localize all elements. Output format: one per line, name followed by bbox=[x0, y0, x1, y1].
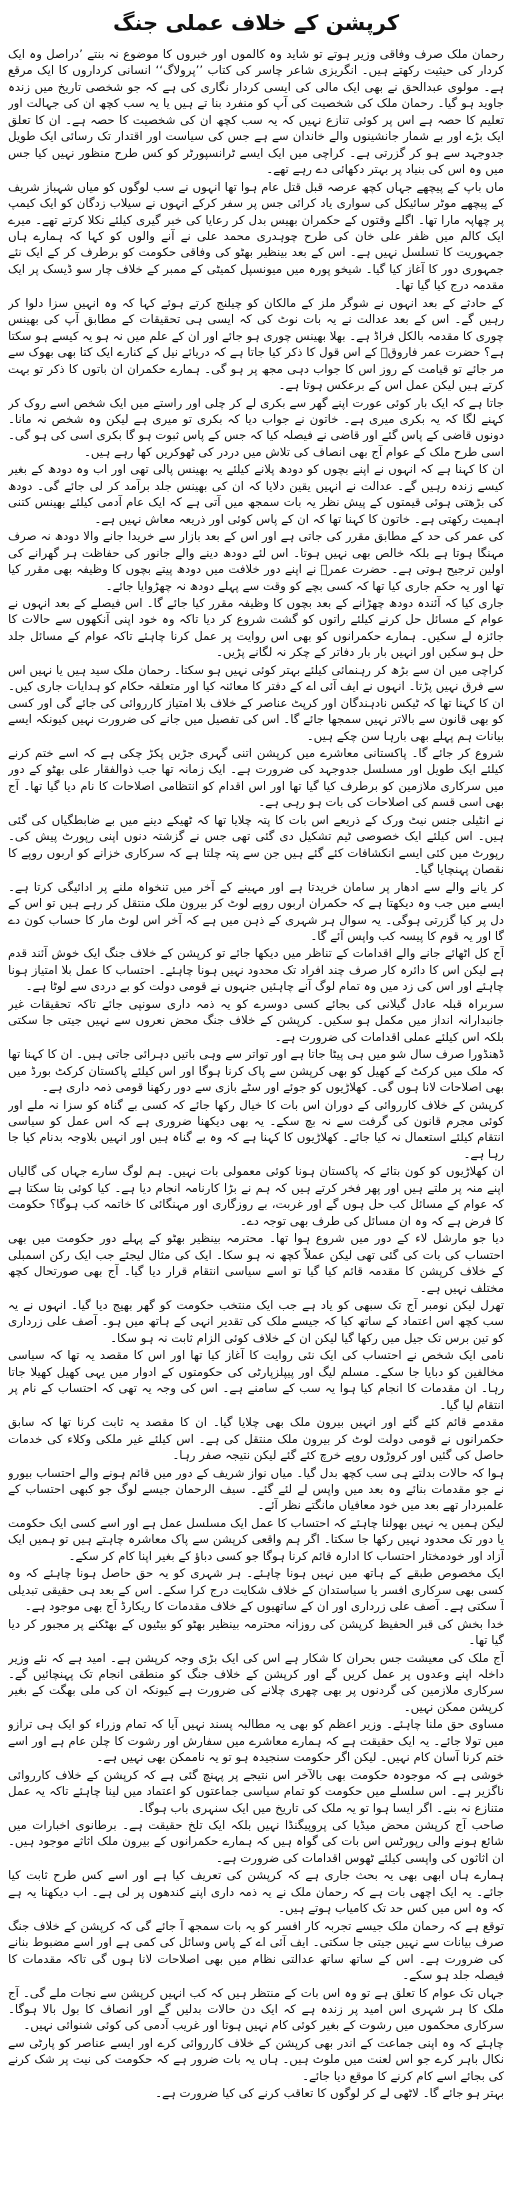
article-paragraph: چاہئے کہ وہ اپنی جماعت کے اندر بھی کرپشن کے خلاف کارروائی کرے اور ایسے عناصر کو پارٹی سے نکال باہر کرے جو اس لعنت میں ملوث ہیں۔ ہاں یہ بات ضرور ہے کہ حکومت کی نیت پر شک کرنے کی بجائے اسے کام کرنے کا موقع دیا جائے۔ bbox=[8, 2035, 504, 2083]
article-paragraph: خوشی ہے کہ موجودہ حکومت بھی بالآخر اس نتیجے پر پہنچ گئی ہے کہ کرپشن کے خلاف کارروائی ناگزیر ہے۔ اس سلسلے میں حکومت کو تمام سیاسی جماعتوں کو اعتماد میں لینا چاہئے تاکہ یہ عمل متنازع نہ بنے۔ اگر ایسا ہوا تو یہ ملک کی تاریخ میں ایک سنہری باب ہوگا۔ bbox=[8, 1767, 504, 1815]
article-paragraph: جاری کیا کہ آئندہ دودھ چھڑانے کے بعد بچوں کا وظیفہ مقرر کیا جائے گا۔ اس فیصلے کے بعد انہوں نے عوام کے مسائل حل کرنے کیلئے راتوں کو گشت شروع کر دیا تاکہ وہ خود اپنی آنکھوں سے حالات کا جائزہ لے سکیں۔ ہمارے حکمرانوں کو بھی اس روایت پر عمل کرنا چاہئے تاکہ عوام کے مسائل جلد حل ہو سکیں اور انہیں بار بار دفاتر کے چکر نہ لگانے پڑیں۔ bbox=[8, 595, 504, 660]
article-paragraph: شروع کر جائے گا۔ پاکستانی معاشرے میں کرپشن اتنی گہری جڑیں پکڑ چکی ہے کہ اسے ختم کرنے کیلئے ایک طویل اور مسلسل جدوجہد کی ضرورت ہے۔ ایک زمانہ تھا جب ذوالفقار علی بھٹو کے دور میں سرکاری ملازمین کو برطرف کیا گیا تھا اور اس اقدام کو انتظامی اصلاحات کا نام دیا گیا تھا۔ آج بھی اسی قسم کی اصلاحات کی بات ہو رہی ہے۔ bbox=[8, 746, 504, 810]
article-paragraph: جاتا ہے کہ ایک بار کوئی عورت اپنے گھر سے بکری لے کر چلی اور راستے میں ایک شخص اسے روک کر کہنے لگا کہ یہ بکری میری ہے۔ خاتون نے جواب دیا کہ بکری تو میری ہے لیکن وہ شخص نہ مانا۔ دونوں قاضی کے پاس گئے اور قاضی نے فیصلہ کیا کہ جس کے پاس ثبوت ہو گا بکری اسی کی ہو گی۔ اسی طرح ملک کے عوام آج بھی انصاف کی تلاش میں دردر کی ٹھوکریں کھا رہے ہیں۔ bbox=[8, 395, 504, 459]
article-paragraph: نامی ایک شخص نے احتساب کی ایک نئی روایت کا آغاز کیا تھا اور اس کا مقصد یہ تھا کہ سیاسی مخالفین کو دبایا جا سکے۔ مسلم لیگ اور پیپلزپارٹی کی حکومتوں کے ادوار میں یہی کھیل کھیلا جاتا رہا۔ ان مقدمات کا انجام کیا ہوا یہ سب کے سامنے ہے۔ اس کی وجہ یہ تھی کہ احتساب کے نام پر انتقام لیا گیا۔ bbox=[8, 1348, 504, 1412]
article-paragraph: کے حادثے کے بعد انہوں نے شوگر ملز کے مالکان کو چیلنج کرتے ہوئے کہا کہ وہ انہیں سزا دلوا کر رہیں گے۔ اس کے بعد عدالت نے یہ بات نوٹ کی کہ ایسی ہی تحقیقات کے مطابق آپ کی بھینس چوری کا مقدمہ بالکل فراڈ ہے۔ بھلا بھینس چوری ہو جائے اور ان کے علم میں نہ ہو یہ کیسے ہو سکتا ہے؟ حضرت عمر فاروقؓ کے اس قول کا ذکر کیا جاتا ہے کہ دریائے نیل کے کنارے ایک کتا بھی بھوک سے مر جائے تو قیامت کے روز اس کا جواب دہی مجھ پر ہو گی۔ ہمارے حکمران ان باتوں کا ذکر تو بہت کرتے ہیں لیکن عمل اس کے برعکس ہوتا ہے۔ bbox=[8, 295, 504, 393]
article-paragraph: کر یانے والے سے ادھار پر سامان خریدتا ہے اور مہینے کے آخر میں تنخواہ ملنے پر ادائیگی کرتا ہے۔ ایسے میں جب وہ دیکھتا ہے کہ حکمران اربوں روپے لوٹ کر بیرون ملک منتقل کر رہے ہیں تو اس کے دل پر کیا گزرتی ہوگی۔ یہ سوال ہر شہری کے ذہن میں ہے کہ آخر اس لوٹ مار کا حساب کون دے گا اور یہ قوم کا پیسہ کب واپس آئے گا۔ bbox=[8, 879, 504, 944]
article-paragraph: بہتر ہو جائے گا۔ لاٹھی لے کر لوگوں کا تعاقب کرنے کی کیا ضرورت ہے۔ bbox=[155, 2086, 504, 2101]
article-paragraph: ہوا کہ حالات بدلتے ہی سب کچھ بدل گیا۔ میاں نواز شریف کے دور میں قائم ہونے والے احتساب بیورو نے جو مقدمات بنائے وہ بعد میں واپس لے لئے گئے۔ سیف الرحمان جیسے لوگ جو کبھی احتساب کے علمبردار تھے بعد میں خود معافیاں مانگتے نظر آئے۔ bbox=[8, 1465, 504, 1513]
article-paragraph: تھرل لیکن نومبر آج تک سبھی کو یاد ہے جب ایک منتخب حکومت کو گھر بھیج دیا گیا۔ انہوں نے یہ سب کچھ اس اعتماد کے ساتھ کیا کہ جیسے ملک کی تقدیر انہی کے ہاتھ میں ہو۔ آصف علی زرداری کو تین برس تک جیل میں رکھا گیا لیکن ان کے خلاف کوئی الزام ثابت نہ ہو سکا۔ bbox=[8, 1297, 504, 1345]
article-paragraph: کرپشن کے خلاف کارروائی کے دوران اس بات کا خیال رکھا جائے کہ کسی بے گناہ کو سزا نہ ملے اور کوئی مجرم قانون کی گرفت سے نہ بچ سکے۔ یہ بھی دیکھنا ضروری ہے کہ اس عمل کو سیاسی انتقام کیلئے استعمال نہ کیا جائے۔ کھلاڑیوں کا کہنا ہے کہ وہ بے گناہ ہیں اور انہیں بلاوجہ بدنام کیا جا رہا ہے۔ bbox=[8, 1097, 504, 1161]
article-paragraph: ہمارے ہاں ابھی بھی یہ بحث جاری ہے کہ کرپشن کی تعریف کیا ہے اور اسے کس طرح ثابت کیا جائے۔ یہ ایک اچھی بات ہے کہ رحمان ملک نے یہ ذمہ داری اپنے کندھوں پر لی ہے۔ اب دیکھنا یہ ہے کہ وہ اس میں کس حد تک کامیاب ہوتے ہیں۔ bbox=[8, 1868, 504, 1916]
article-paragraph: خدا بخش کی قبر الحفیظ کرپشن کی روزانہ محترمہ بینظیر بھٹو کو بیٹیوں کے بھٹکنے پر مجبور کر دیا گیا تھا۔ bbox=[8, 1616, 504, 1648]
article-paragraph: صاحب آج کرپشن محض میڈیا کی پروپیگنڈا نہیں بلکہ ایک تلخ حقیقت ہے۔ برطانوی اخبارات میں شائع ہونے والی رپورٹس اس بات کی گواہ ہیں کہ ہمارے حکمرانوں کے بیرون ملک اثاثے موجود ہیں۔ ان اثاثوں کی واپسی کیلئے ٹھوس اقدامات کی ضرورت ہے۔ bbox=[8, 1818, 504, 1865]
article-paragraph: ان کا کہنا ہے کہ انہوں نے اپنے بچوں کو دودھ پلانے کیلئے یہ بھینس پالی تھی اور اب وہ دودھ کے بغیر کیسے زندہ رہیں گے۔ عدالت نے انہیں یقین دلایا کہ ان کی بھینس جلد برآمد کر لی جائے گی۔ دودھ کی بڑھتی ہوئی قیمتوں کے پیش نظر یہ بات سمجھ میں آتی ہے کہ ایک عام آدمی کیلئے بھینس کتنی اہمیت رکھتی ہے۔ خاتون کا کہنا تھا کہ ان کے پاس کوئی اور ذریعہ معاش نہیں ہے۔ bbox=[8, 462, 504, 526]
column-body bbox=[8, 46, 504, 2103]
article-paragraph: جہاں تک عوام کا تعلق ہے تو وہ اس بات کے منتظر ہیں کہ کب انہیں کرپشن سے نجات ملے گی۔ آج ملک کا ہر شہری اس امید پر زندہ ہے کہ ایک دن حالات بدلیں گے اور انصاف کا بول بالا ہوگا۔ سرکاری محکموں میں رشوت کے بغیر کوئی کام نہیں ہوتا اور غریب آدمی کی کوئی شنوائی نہیں۔ bbox=[8, 1985, 504, 2033]
article-paragraph: دیا جو مارشل لاء کے دور میں شروع ہوا تھا۔ محترمہ بینظیر بھٹو کے پہلے دور حکومت میں بھی احتساب کی بات کی گئی تھی لیکن عملاً کچھ نہ ہو سکا۔ ایک کی مثال لیجئے جب ایک رکن اسمبلی کے خلاف کرپشن کا مقدمہ قائم کیا گیا تو اسے سیاسی انتقام قرار دیا گیا۔ آج بھی صورتحال کچھ مختلف نہیں ہے۔ bbox=[8, 1231, 504, 1295]
article-paragraph: آج کل اٹھائے جانے والے اقدامات کے تناظر میں دیکھا جائے تو کرپشن کے خلاف جنگ ایک خوش آئند قدم ہے لیکن اس کا دائرہ کار صرف چند افراد تک محدود نہیں ہونا چاہئے۔ احتساب کا عمل بلا امتیاز ہونا چاہئے اور اس کی زد میں وہ تمام لوگ آنے چاہئیں جنہوں نے قومی دولت کو بے دردی سے لوٹا ہے۔ bbox=[8, 946, 504, 994]
column-headline: کرپشن کے خلاف عملی جنگ bbox=[112, 11, 400, 35]
article-paragraph: ماں باپ کے پیچھے جہاں کچھ عرصہ قبل قتل عام ہوا تھا انہوں نے سب لوگوں کو میاں شہباز شریف کے پیچھے موٹر سائیکل کی سواری یاد کرائی جس پر سفر کرکے انہوں نے سیلاب زدگان کو ایک کیمپ پر چھاپہ مارا تھا۔ اگلے وقتوں کے حکمران بھیس بدل کر رعایا کی خبر گیری کیلئے نکلا کرتے تھے۔ میرے ایک کالم میں ظفر علی خان کی طرح چوہدری محمد علی نے آنے والوں کو کہا کہ ہمارے ہاں جمہوریت کا تسلسل نہیں ہے۔ اس کے بعد بینظیر بھٹو کی وفاقی حکومت کو برطرف کر کے ایک نئے جمہوری دور کا آغاز کیا گیا۔ شیخو پورہ میں میونسپل کمیٹی کے ممبر کے خلاف چار سو ڈیسک پر ایک مقدمہ درج کیا گیا تھا۔ bbox=[8, 179, 504, 293]
article-paragraph: ان کھلاڑیوں کو کون بتائے کہ پاکستان ہونا کوئی معمولی بات نہیں۔ ہم لوگ سارے جہاں کی گالیاں اپنے منہ پر ملتے ہیں اور پھر فخر کرتے ہیں کہ ہم نے بڑا کارنامہ انجام دیا ہے۔ کیا کوئی بتا سکتا ہے کہ عوام کے مسائل کب حل ہوں گے اور غربت، بے روزگاری اور مہنگائی کا خاتمہ کب ہوگا؟ حکومت کا فرض ہے کہ وہ ان مسائل کی طرف بھی توجہ دے۔ bbox=[8, 1164, 504, 1228]
article-paragraph: رحمان ملک صرف وفاقی وزیر ہوتے تو شاید وہ کالموں اور خبروں کا موضوع نہ بنتے ’دراصل وہ ایک کردار کی حیثیت رکھتے ہیں۔ انگریزی شاعر چاسر کی کتاب ’’پرولاگ‘‘ انسانی کرداروں کا ایک مرقع ہے۔ مولوی عبدالحق نے بھی ایک مالی کی ایسی کردار نگاری کی ہے کہ جو شخصی تاریخ میں زندہ جاوید ہو گیا۔ رحمان ملک کی شخصیت کی آپ کو منفرد بنا تے ہیں یا یہ سب کچھ ان کی جہالت اور تعلیم کا حصہ ہے اس پر کوئی تنازع نہیں کہ یہ سب کچھ ان کی شخصیت کا حصہ ہے۔ ان کا تعلق ایک بڑے اور بے شمار جانشینوں والے خاندان سے ہے جس کی سیاست اور اقتدار تک رسائی ایک طویل جدوجہد سے ہو کر گزرتی ہے۔ کراچی میں ایک ایسے ٹرانسپورٹر کو کس طرح منظور نہیں کیا جس میں وہ اس کی بنیاد پر بہتر دکھائی دے رہے تھے۔ bbox=[8, 47, 504, 177]
article-paragraph: مساوی حق ملنا چاہئے۔ وزیر اعظم کو بھی یہ مطالبہ پسند نہیں آیا کہ تمام وزراء کو ایک ہی ترازو میں تولا جائے۔ یہ ایک حقیقت ہے کہ ہمارے معاشرے میں سفارش اور رشوت کا چلن عام ہے اور اسے ختم کرنا آسان کام نہیں۔ لیکن اگر حکومت سنجیدہ ہو تو یہ ناممکن بھی نہیں ہے۔ bbox=[8, 1717, 504, 1765]
article-paragraph: سربراہ قبلہ عادل گیلانی کی بجائے کسی دوسرے کو یہ ذمہ داری سونپی جائے تاکہ تحقیقات غیر جانبدارانہ انداز میں مکمل ہو سکیں۔ کرپشن کے خلاف جنگ محض نعروں سے نہیں جیتی جا سکتی بلکہ اس کیلئے عملی اقدامات کی ضرورت ہے۔ bbox=[8, 996, 504, 1044]
article-paragraph: لیکن ہمیں یہ نہیں بھولنا چاہئے کہ احتساب کا عمل ایک مسلسل عمل ہے اور اسے کسی ایک حکومت یا دور تک محدود نہیں رکھا جا سکتا۔ اگر ہم واقعی کرپشن سے پاک معاشرہ چاہتے ہیں تو ہمیں ایک آزاد اور خودمختار احتساب کا ادارہ قائم کرنا ہوگا جو کسی دباؤ کے بغیر اپنا کام کر سکے۔ bbox=[8, 1515, 504, 1563]
article-paragraph: ڈھنڈورا صرف سال شو میں ہی پیٹا جاتا ہے اور تواتر سے وہی باتیں دہرائی جاتی ہیں۔ ان کا کہنا تھا کہ ملک میں کرکٹ کے کھیل کو بھی کرپشن سے پاک کرنا ہوگا اور اس کیلئے پاکستان کرکٹ بورڈ میں بھی اصلاحات لانا ہوں گی۔ کھلاڑیوں کو جوئے اور سٹے بازی سے دور رکھنا قومی ذمہ داری ہے۔ bbox=[8, 1047, 504, 1095]
article-paragraph: توقع ہے کہ رحمان ملک جیسے تجربہ کار افسر کو یہ بات سمجھ آ جائے گی کہ کرپشن کے خلاف جنگ صرف بیانات سے نہیں جیتی جا سکتی۔ ایف آئی اے کے پاس وسائل کی کمی ہے اور اسے مضبوط بنانے کی ضرورت ہے۔ اس کے ساتھ ساتھ عدالتی نظام میں بھی اصلاحات لانا ہوں گی تاکہ مقدمات کا فیصلہ جلد ہو سکے۔ bbox=[8, 1918, 504, 1983]
article-paragraph: کی عمر کی حد کے مطابق مقرر کی جاتی ہے اور اس کے بعد بازار سے خریدا جانے والا دودھ نہ صرف مہنگا ہوتا ہے بلکہ خالص بھی نہیں ہوتا۔ اس لئے دودھ دینے والے جانور کی حفاظت ہر گھرانے کی اولین ترجیح ہوتی ہے۔ حضرت عمرؓ نے اپنے دور خلافت میں دودھ پیتے بچوں کا وظیفہ بھی مقرر کیا تھا اور یہ حکم جاری کیا تھا کہ کسی بچے کو وقت سے پہلے دودھ نہ چھڑوایا جائے۔ bbox=[8, 529, 504, 593]
article-paragraph: نے انٹیلی جنس نیٹ ورک کے ذریعے اس بات کا پتہ چلایا تھا کہ ٹھیکے دینے میں بے ضابطگیاں کی گئی ہیں۔ اس کیلئے ایک خصوصی ٹیم تشکیل دی گئی تھی جس نے گزشتہ دنوں اپنی رپورٹ پیش کی۔ رپورٹ میں کئی ایسے انکشافات کئے گئے ہیں جن سے پتہ چلتا ہے کہ سرکاری خزانے کو اربوں روپے کا نقصان پہنچایا گیا۔ bbox=[8, 812, 504, 877]
article-paragraph: مقدمے قائم کئے گئے اور انہیں بیرون ملک بھی چلایا گیا۔ ان کا مقصد یہ ثابت کرنا تھا کہ سابق حکمرانوں نے قومی دولت لوٹ کر بیرون ملک منتقل کی ہے۔ اس کیلئے غیر ملکی وکلاء کی خدمات حاصل کی گئیں اور کروڑوں روپے خرچ کئے گئے لیکن نتیجہ صفر رہا۔ bbox=[8, 1415, 504, 1463]
article-paragraph: کراچی میں ان سے بڑھ کر رہنمائی کیلئے بہتر کوئی نہیں ہو سکتا۔ رحمان ملک سید ہیں یا نہیں اس سے فرق نہیں پڑتا۔ انہوں نے ایف آئی اے کے دفتر کا معائنہ کیا اور متعلقہ حکام کو ہدایات جاری کیں۔ ان کا کہنا تھا کہ ٹیکس نادہندگان اور کرپٹ عناصر کے خلاف بلا امتیاز کارروائی کی جائے گی اور کسی کو بھی قانون سے بالاتر نہیں سمجھا جائے گا۔ اس کی تفصیل میں جانے کی ضرورت نہیں کیونکہ ایسے بیانات ہم پہلے بھی بارہا سن چکے ہیں۔ bbox=[8, 662, 504, 743]
article-paragraph: آج ملک کی معیشت جس بحران کا شکار ہے اس کی ایک بڑی وجہ کرپشن ہے۔ امید ہے کہ نئے وزیر داخلہ اپنے وعدوں پر عمل کریں گے اور کرپشن کے خلاف جنگ کو منطقی انجام تک پہنچائیں گے۔ سرکاری ملازمین کی گردنوں پر بھی چھری چلانے کی ضرورت ہے کیونکہ ان کی ملی بھگت کے بغیر کرپشن ممکن نہیں۔ bbox=[8, 1650, 504, 1714]
article-paragraph: ایک مخصوص طبقے کے ہاتھ میں نہیں ہونا چاہئے۔ ہر شہری کو یہ حق حاصل ہونا چاہئے کہ وہ کسی بھی سرکاری افسر یا سیاستدان کے خلاف شکایت درج کرا سکے۔ اس کے بعد ہی حقیقی تبدیلی آ سکتی ہے۔ آصف علی زرداری اور ان کے ساتھیوں کے خلاف مقدمات کا ریکارڈ آج بھی موجود ہے۔ bbox=[8, 1566, 504, 1614]
